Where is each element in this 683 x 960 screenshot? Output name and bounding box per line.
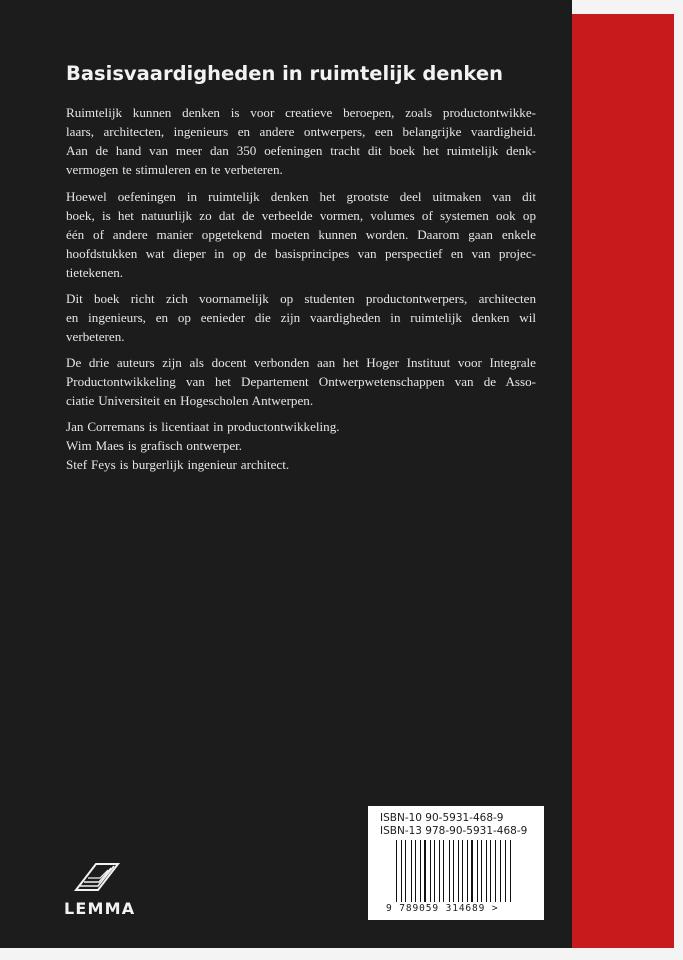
text-line: ciatie Universiteit en Hogescholen Antwerpen. xyxy=(66,393,314,408)
text-line: Productontwikkeling van het Departement Ontwerpwetenschappen van de Asso- xyxy=(66,374,536,389)
barcode-bar xyxy=(486,840,487,902)
barcode-bar xyxy=(396,840,397,902)
red-accent-stripe xyxy=(572,14,674,948)
barcode-gap xyxy=(417,840,418,902)
barcode-gap xyxy=(469,840,470,902)
text-line: Hoewel oefeningen in ruimtelijk denken het grootste deel uitmaken van dit xyxy=(66,189,536,204)
barcode-gap xyxy=(436,840,437,902)
barcode-bar xyxy=(449,840,450,902)
barcode-bar xyxy=(405,840,406,902)
barcode-bar xyxy=(401,840,402,902)
text-line: laars, architecten, ingenieurs en andere ontwerpers, een belangrijke vaardigheid. xyxy=(66,124,536,139)
text-line: hoofdstukken wat dieper in op de basisprincipes van perspectief en van projec- xyxy=(66,246,536,261)
blurb-paragraph-authors-affiliation xyxy=(66,353,536,410)
barcode-bar xyxy=(415,840,416,902)
text-line: vermogen te stimuleren en te verbeteren. xyxy=(66,162,283,177)
text-line: Aan de hand van meer dan 350 oefeningen tracht dit boek het ruimtelijk denk- xyxy=(66,143,536,158)
publisher-logo-text: LEMMA xyxy=(64,899,136,918)
barcode-bar xyxy=(500,840,502,902)
barcode-gap xyxy=(479,840,480,902)
barcode-bar xyxy=(453,840,454,902)
barcode-gap xyxy=(451,840,452,902)
barcode-gap xyxy=(412,840,413,902)
barcode-gap xyxy=(502,840,503,902)
text-line: verbeteren. xyxy=(66,329,125,344)
barcode-bar xyxy=(510,840,511,902)
barcode-bar xyxy=(467,840,468,902)
barcode-gap xyxy=(460,840,461,902)
barcode-gap xyxy=(441,840,442,902)
barcode-gap xyxy=(421,840,422,902)
barcode-bar xyxy=(481,840,482,902)
blurb-paragraph-drawing xyxy=(66,187,536,282)
barcode-gap xyxy=(464,840,465,902)
barcode-gap xyxy=(492,840,493,902)
author-bio-line: Wim Maes is grafisch ontwerper. xyxy=(66,438,243,453)
text-line: De drie auteurs zijn als docent verbonden aan het Hoger Instituut voor Integrale xyxy=(66,355,536,370)
barcode-gap xyxy=(488,840,489,902)
barcode-bar xyxy=(439,840,440,902)
text-line: Dit boek richt zich voornamelijk op studenten productontwerpers, architecten xyxy=(66,291,536,306)
blurb-paragraph-intro xyxy=(66,103,536,179)
barcode-bar xyxy=(477,840,478,902)
barcode-gap xyxy=(402,840,403,902)
barcode-gap xyxy=(497,840,498,902)
text-line: tietekenen. xyxy=(66,265,124,280)
author-bio-line: Stef Feys is burgerlijk ingenieur architect. xyxy=(66,457,290,472)
barcode-bar xyxy=(471,840,473,902)
barcode-bar xyxy=(434,840,435,902)
barcode-digits: 9 789059 314689 > xyxy=(386,903,499,914)
text-line: boek, is het natuurlijk zo dat de verbeelde vormen, volumes of systemen ook op xyxy=(66,208,536,223)
barcode-bar xyxy=(505,840,506,902)
barcode-bar xyxy=(443,840,444,902)
barcode-icon xyxy=(396,840,514,902)
barcode-bar xyxy=(462,840,463,902)
barcode-gap xyxy=(511,840,512,902)
barcode-bar xyxy=(430,840,431,902)
barcode-gap xyxy=(398,840,399,902)
barcode-bar xyxy=(411,840,412,902)
barcode-gap xyxy=(431,840,432,902)
barcode-gap xyxy=(407,840,409,902)
barcode-bar xyxy=(495,840,496,902)
barcode-gap xyxy=(474,840,475,902)
barcode-bar xyxy=(458,840,459,902)
author-bio-line: Jan Corremans is licentiaat in productontwikkeling. xyxy=(66,419,340,434)
cover-title: Basisvaardigheden in ruimtelijk denken xyxy=(66,62,503,85)
barcode-gap xyxy=(483,840,484,902)
text-line: Ruimtelijk kunnen denken is voor creatieve beroepen, zoals productontwikke- xyxy=(66,105,536,120)
text-line: één of andere manier opgetekend moeten kunnen worden. Daarom gaan enkele xyxy=(66,227,536,242)
isbn-barcode-box xyxy=(368,806,544,920)
isbn-10: ISBN-10 90-5931-468-9 xyxy=(380,812,504,824)
open-book-icon xyxy=(72,856,122,896)
barcode-bar xyxy=(490,840,491,902)
blurb-paragraph-audience xyxy=(66,289,536,346)
barcode-gap xyxy=(507,840,508,902)
isbn-13: ISBN-13 978-90-5931-468-9 xyxy=(380,825,528,837)
barcode-gap xyxy=(427,840,428,902)
barcode-gap xyxy=(445,840,447,902)
barcode-bar xyxy=(424,840,426,902)
text-line: en ingenieurs, en op eenieder die zijn vaardigheden in ruimtelijk denken wil xyxy=(66,310,536,325)
barcode-bar xyxy=(420,840,421,902)
barcode-gap xyxy=(455,840,456,902)
blurb-paragraph-author-bios xyxy=(66,417,536,474)
